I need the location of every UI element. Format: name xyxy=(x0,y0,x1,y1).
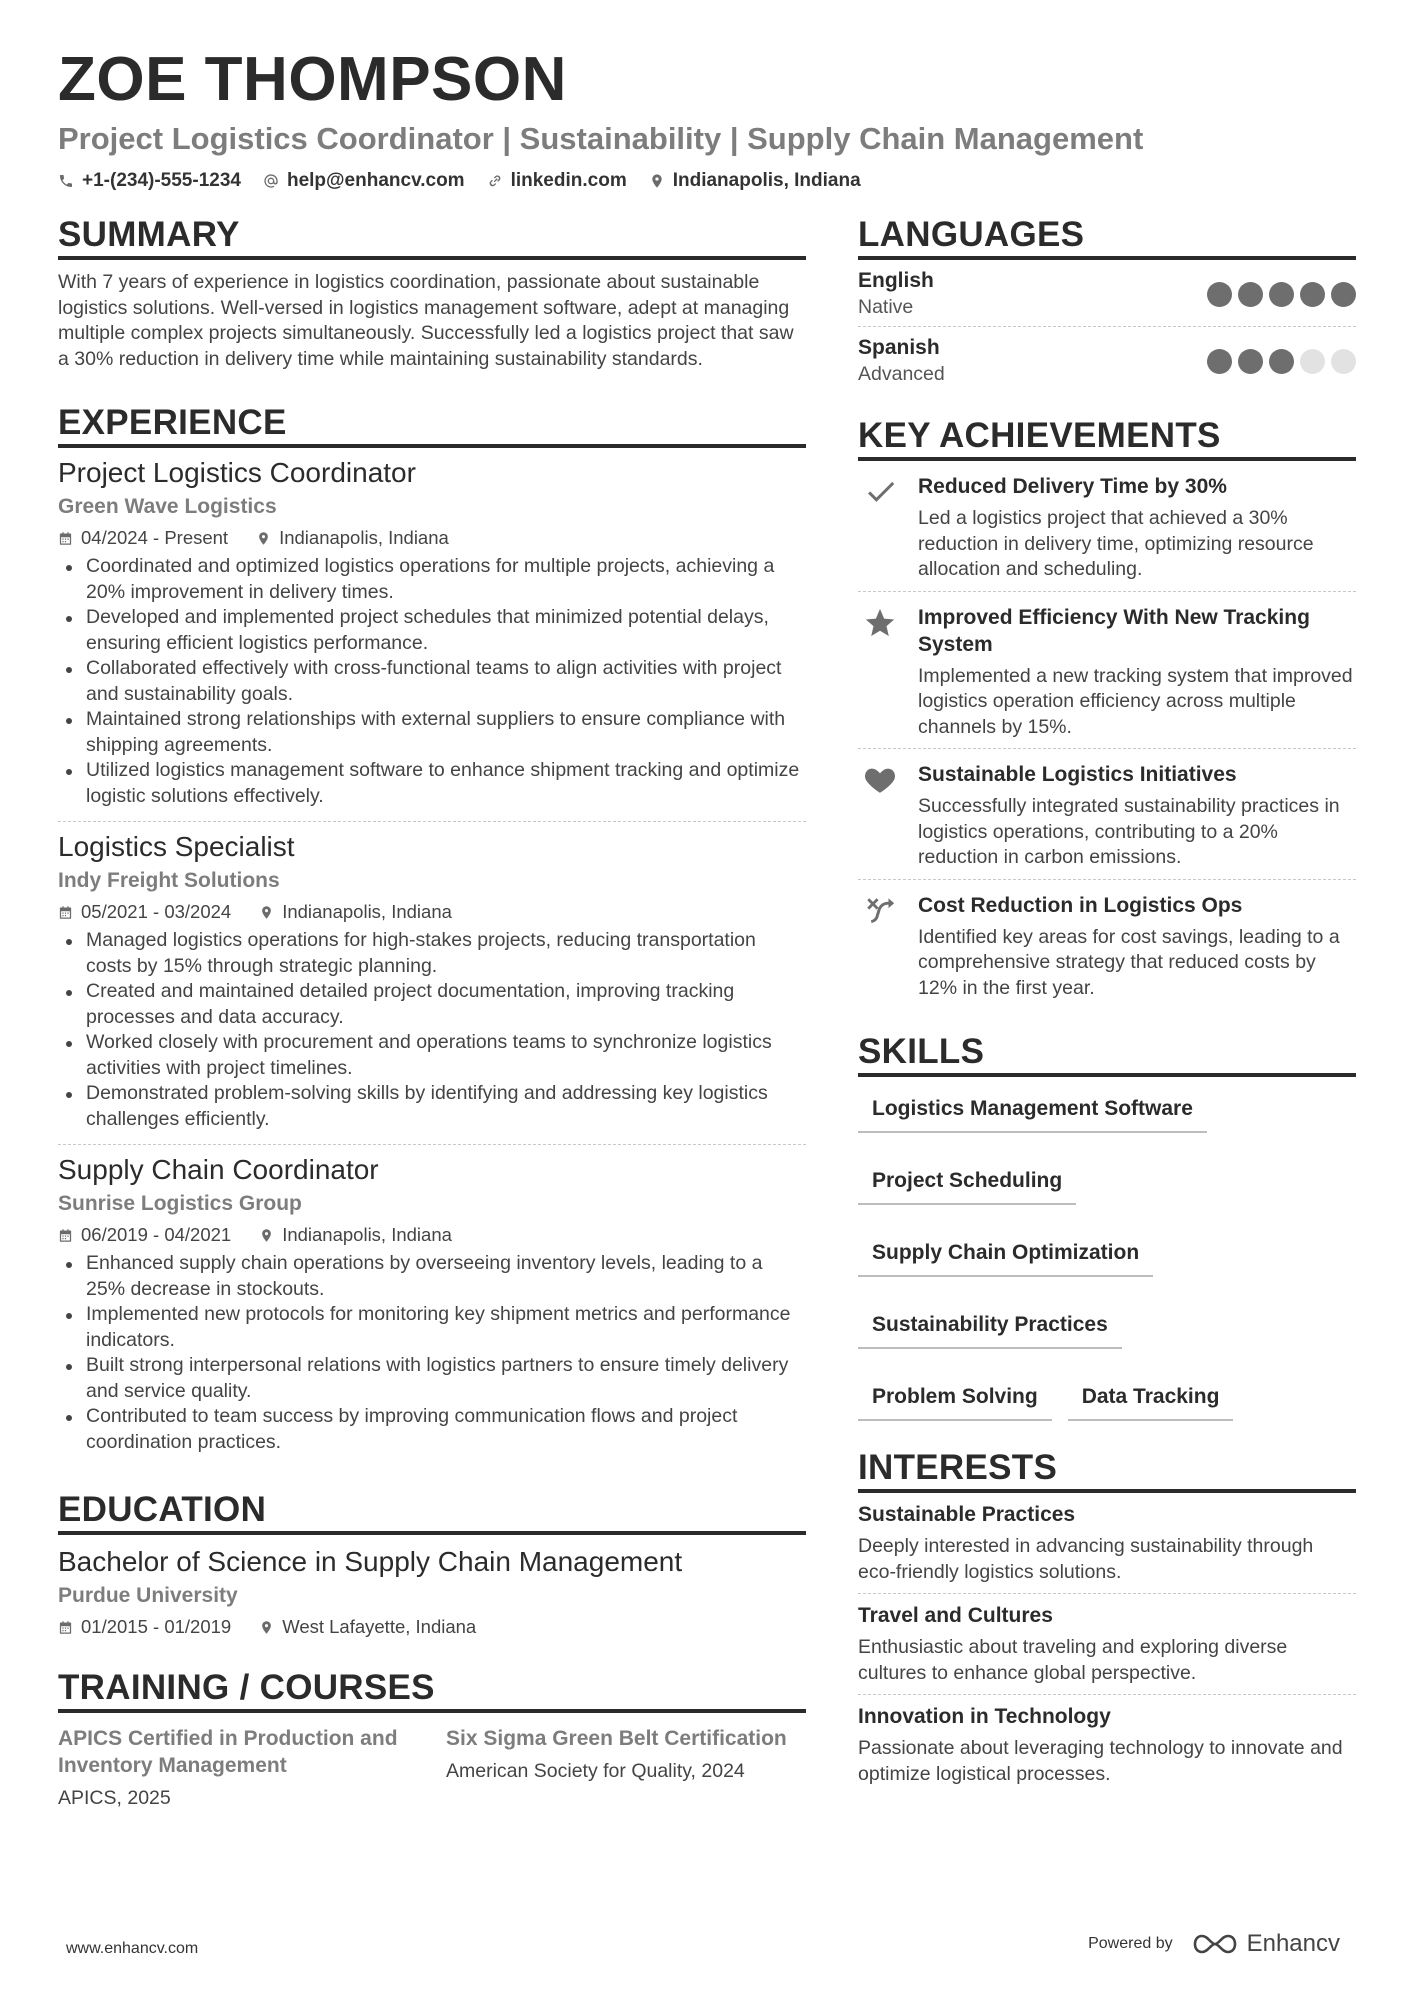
language-level: Native xyxy=(858,296,914,318)
heart-icon xyxy=(863,763,897,797)
interest-entry xyxy=(858,1594,1356,1695)
interests-heading: INTERESTS xyxy=(858,1447,1356,1493)
phone-icon xyxy=(58,173,74,189)
job-title: Logistics Specialist xyxy=(58,831,295,862)
language-name: Spanish xyxy=(858,336,940,359)
company-name: Sunrise Logistics Group xyxy=(58,1192,302,1215)
training-heading: TRAINING / COURSES xyxy=(58,1667,806,1713)
skill-tag: Project Scheduling xyxy=(858,1161,1076,1205)
education-heading: EDUCATION xyxy=(58,1489,806,1535)
dates-text: 05/2021 - 03/2024 xyxy=(81,901,232,922)
location-pin-icon xyxy=(259,1620,274,1635)
location-pin-icon xyxy=(259,905,274,920)
right-column xyxy=(858,214,1356,1817)
rating-dot xyxy=(1331,282,1356,307)
achievement-desc: Identified key areas for cost savings, leading to a comprehensive strategy that reduced costs by 12% in the first year. xyxy=(918,925,1340,999)
job-location xyxy=(259,900,452,924)
course-org: APICS, 2025 xyxy=(58,1787,171,1809)
footer-website[interactable]: www.enhancv.com xyxy=(66,1940,199,1957)
contact-linkedin[interactable] xyxy=(487,170,627,192)
education-section xyxy=(58,1489,806,1639)
bullet-item: Maintained strong relationships with external suppliers to ensure compliance with shipping agreements. xyxy=(58,707,806,758)
location-text: Indianapolis, Indiana xyxy=(282,1224,452,1245)
location-pin-icon xyxy=(259,1228,274,1243)
left-column xyxy=(58,214,806,1832)
check-icon xyxy=(863,475,897,509)
education-dates xyxy=(58,1615,231,1639)
job-meta xyxy=(58,526,806,550)
course-title: Six Sigma Green Belt Certification xyxy=(446,1727,787,1750)
job-dates xyxy=(58,1223,231,1247)
rating-dot xyxy=(1300,282,1325,307)
star-icon xyxy=(863,606,897,640)
languages-heading: LANGUAGES xyxy=(858,214,1356,260)
dates-text: 06/2019 - 04/2021 xyxy=(81,1224,232,1245)
calendar-icon xyxy=(58,1228,73,1243)
interest-desc: Enthusiastic about traveling and exploring diverse cultures to enhance global perspective. xyxy=(858,1636,1288,1684)
calendar-icon xyxy=(58,531,73,546)
skills-heading: SKILLS xyxy=(858,1031,1356,1077)
course-entry xyxy=(58,1725,418,1810)
degree-title: Bachelor of Science in Supply Chain Management xyxy=(58,1546,683,1577)
company-name: Green Wave Logistics xyxy=(58,495,277,518)
achievements-heading: KEY ACHIEVEMENTS xyxy=(858,415,1356,461)
link-icon xyxy=(487,173,503,189)
summary-text: With 7 years of experience in logistics coordination, passionate about sustainable logistics solutions. Well-versed in logistics management software, adept at managing multiple complex projects simultaneously. Successfully led a logistics project that saw a 30% reduction in delivery time while maintaining sustainability standards. xyxy=(58,271,794,370)
skill-tag: Problem Solving xyxy=(858,1377,1052,1421)
phone-text: +1-(234)-555-1234 xyxy=(82,170,241,191)
rating-dot xyxy=(1269,282,1294,307)
achievement-title: Reduced Delivery Time by 30% xyxy=(918,475,1227,498)
skills-list xyxy=(858,1089,1356,1421)
achievement-title: Cost Reduction in Logistics Ops xyxy=(918,893,1243,917)
resume-header xyxy=(58,44,1358,192)
location-text: Indianapolis, Indiana xyxy=(279,527,449,548)
achievement-entry xyxy=(858,880,1356,1010)
bullet-item: Developed and implemented project schedules that minimized potential delays, ensuring efficient logistics performance. xyxy=(58,605,806,656)
job-meta xyxy=(58,900,806,924)
bullet-item: Implemented new protocols for monitoring key shipment metrics and performance indicators. xyxy=(58,1302,806,1353)
job-bullets xyxy=(58,1251,806,1455)
contact-email[interactable] xyxy=(263,170,465,192)
powered-by-text: Powered by xyxy=(1088,1935,1173,1952)
candidate-name: ZOE THOMPSON xyxy=(58,45,567,114)
rating-dot xyxy=(1238,282,1263,307)
bullet-item: Managed logistics operations for high-stakes projects, reducing transportation costs by 15% through strategic planning. xyxy=(58,928,806,979)
job-entry xyxy=(58,822,806,1145)
course-org: American Society for Quality, 2024 xyxy=(446,1760,745,1782)
language-rating xyxy=(1207,282,1356,307)
bullet-item: Worked closely with procurement and operations teams to synchronize logistics activities with project timelines. xyxy=(58,1030,806,1081)
achievement-entry xyxy=(858,592,1356,750)
location-pin-icon xyxy=(649,173,665,189)
interest-title: Sustainable Practices xyxy=(858,1503,1076,1526)
job-location xyxy=(256,526,449,550)
enhancv-logo-icon xyxy=(1191,1931,1239,1957)
footer-branding xyxy=(1088,1930,1340,1958)
achievement-title: Improved Efficiency With New Tracking System xyxy=(918,605,1310,656)
job-location xyxy=(259,1223,452,1247)
rating-dot xyxy=(1207,349,1232,374)
rating-dot xyxy=(1269,349,1294,374)
location-text: Indianapolis, Indiana xyxy=(672,170,861,191)
calendar-icon xyxy=(58,905,73,920)
job-meta xyxy=(58,1223,806,1247)
interests-section xyxy=(858,1447,1356,1795)
education-entry xyxy=(58,1535,806,1639)
job-bullets xyxy=(58,928,806,1132)
bullet-item: Demonstrated problem-solving skills by identifying and addressing key logistics challenges efficiently. xyxy=(58,1081,806,1132)
achievement-entry xyxy=(858,461,1356,592)
experience-section xyxy=(58,402,806,1467)
skill-tag: Data Tracking xyxy=(1068,1377,1234,1421)
training-list xyxy=(58,1725,806,1810)
rating-dot xyxy=(1207,282,1232,307)
school-name: Purdue University xyxy=(58,1584,238,1607)
job-entry xyxy=(58,1145,806,1467)
route-icon xyxy=(863,894,897,928)
achievement-desc: Successfully integrated sustainability practices in logistics operations, contributing to a 20% reduction in carbon emissions. xyxy=(918,795,1340,868)
job-entry xyxy=(58,448,806,822)
skill-tag: Sustainability Practices xyxy=(858,1305,1122,1349)
achievement-desc: Implemented a new tracking system that improved logistics operation efficiency across multiple channels by 15%. xyxy=(918,664,1353,738)
interest-desc: Passionate about leveraging technology to innovate and optimize logistical processes. xyxy=(858,1737,1343,1785)
summary-heading: SUMMARY xyxy=(58,214,806,260)
job-title: Supply Chain Coordinator xyxy=(58,1154,379,1185)
achievements-section xyxy=(858,415,1356,1009)
language-level: Advanced xyxy=(858,363,945,385)
rating-dot xyxy=(1331,349,1356,374)
education-meta xyxy=(58,1615,806,1639)
bullet-item: Collaborated effectively with cross-functional teams to align activities with project and sustainability goals. xyxy=(58,656,806,707)
interest-entry xyxy=(858,1493,1356,1594)
contact-phone xyxy=(58,170,241,192)
interest-title: Travel and Cultures xyxy=(858,1604,1053,1627)
skill-tag: Logistics Management Software xyxy=(858,1089,1207,1133)
interest-entry xyxy=(858,1695,1356,1795)
email-text: help@enhancv.com xyxy=(286,170,465,191)
location-text: Indianapolis, Indiana xyxy=(282,901,452,922)
contact-location xyxy=(649,170,861,192)
contact-row xyxy=(58,170,1358,192)
bullet-item: Created and maintained detailed project documentation, improving tracking processes and data accuracy. xyxy=(58,979,806,1030)
job-dates xyxy=(58,526,228,550)
location-text: West Lafayette, Indiana xyxy=(282,1616,477,1637)
achievement-desc: Led a logistics project that achieved a 30% reduction in delivery time, optimizing resource allocation and scheduling. xyxy=(918,507,1314,580)
rating-dot xyxy=(1238,349,1263,374)
calendar-icon xyxy=(58,1620,73,1635)
language-entry xyxy=(858,260,1356,327)
language-entry xyxy=(858,327,1356,393)
bullet-item: Coordinated and optimized logistics operations for multiple projects, achieving a 20% improvement in delivery times. xyxy=(58,554,806,605)
experience-heading: EXPERIENCE xyxy=(58,402,806,448)
job-title: Project Logistics Coordinator xyxy=(58,457,416,488)
course-title: APICS Certified in Production and Inventory Management xyxy=(58,1727,398,1777)
company-name: Indy Freight Solutions xyxy=(58,869,280,892)
bullet-item: Enhanced supply chain operations by overseeing inventory levels, leading to a 25% decrease in stockouts. xyxy=(58,1251,806,1302)
dates-text: 01/2015 - 01/2019 xyxy=(81,1616,232,1637)
brand-name: Enhancv xyxy=(1246,1930,1340,1957)
location-pin-icon xyxy=(256,531,271,546)
brand-logo[interactable] xyxy=(1191,1930,1340,1958)
at-icon xyxy=(263,173,279,189)
achievement-title: Sustainable Logistics Initiatives xyxy=(918,763,1237,786)
education-location xyxy=(259,1615,476,1639)
interest-title: Innovation in Technology xyxy=(858,1705,1111,1728)
bullet-item: Utilized logistics management software to enhance shipment tracking and optimize logistic solutions effectively. xyxy=(58,758,806,809)
language-rating xyxy=(1207,349,1356,374)
skill-tag: Supply Chain Optimization xyxy=(858,1233,1153,1277)
job-dates xyxy=(58,900,231,924)
languages-section xyxy=(858,214,1356,393)
linkedin-text: linkedin.com xyxy=(510,170,627,191)
course-entry xyxy=(446,1725,806,1810)
language-name: English xyxy=(858,269,934,292)
dates-text: 04/2024 - Present xyxy=(81,527,229,548)
job-bullets xyxy=(58,554,806,809)
interest-desc: Deeply interested in advancing sustainability through eco-friendly logistics solutions. xyxy=(858,1535,1314,1583)
rating-dot xyxy=(1300,349,1325,374)
training-section xyxy=(58,1667,806,1810)
achievement-entry xyxy=(858,749,1356,880)
skills-section xyxy=(858,1031,1356,1421)
bullet-item: Contributed to team success by improving communication flows and project coordination practices. xyxy=(58,1404,806,1455)
candidate-title: Project Logistics Coordinator | Sustainability | Supply Chain Management xyxy=(58,121,1144,156)
summary-section xyxy=(58,214,806,372)
bullet-item: Built strong interpersonal relations with logistics partners to ensure timely delivery and service quality. xyxy=(58,1353,806,1404)
